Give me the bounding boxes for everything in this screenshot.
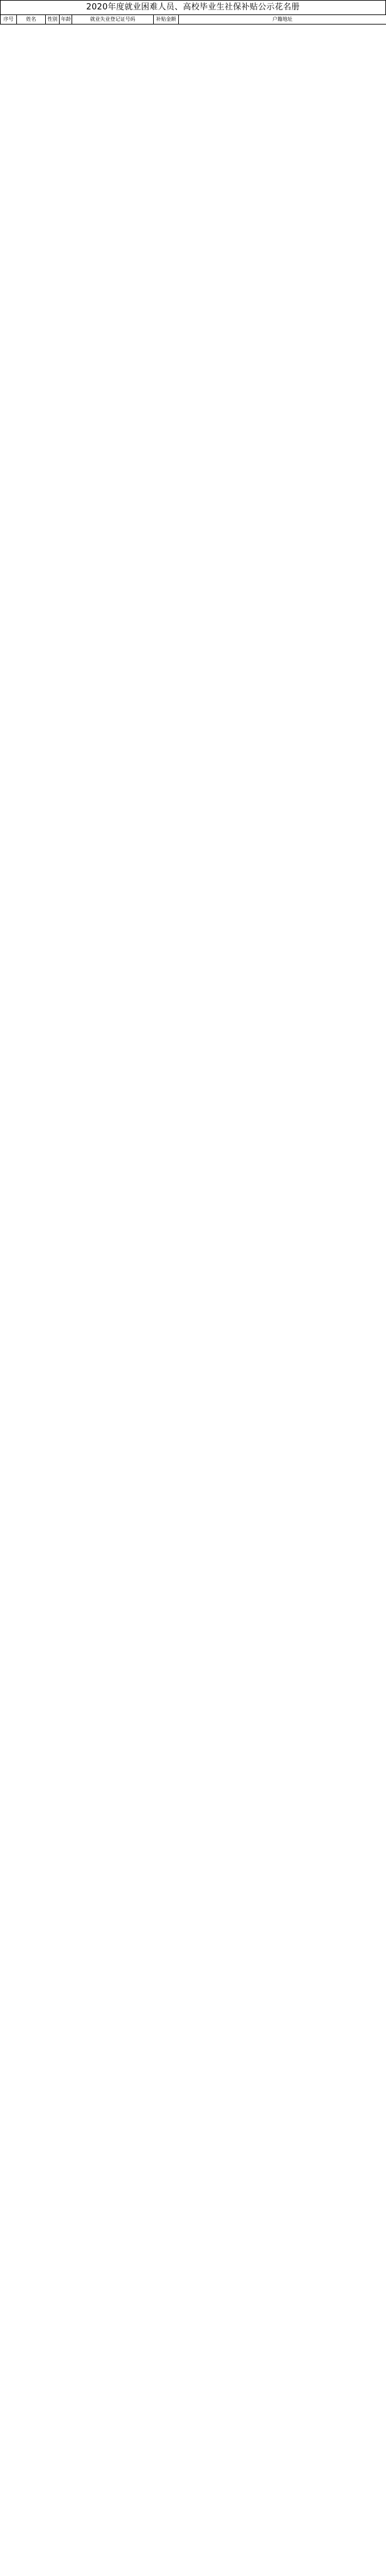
column-header-sex: 性别 — [46, 15, 60, 25]
table-header-row — [1, 15, 386, 25]
roster-table — [0, 14, 386, 25]
column-header-household-address: 户籍地址 — [179, 15, 386, 25]
document-title: 2020年度就业困难人员、高校毕业生社保补贴公示花名册 — [0, 0, 386, 14]
column-header-age: 年龄 — [60, 15, 72, 25]
column-header-index: 序号 — [1, 15, 17, 25]
column-header-name: 姓名 — [17, 15, 46, 25]
column-header-subsidy-amount: 补贴金额 — [154, 15, 179, 25]
column-header-registration-number: 就业失业登记证号码 — [72, 15, 154, 25]
